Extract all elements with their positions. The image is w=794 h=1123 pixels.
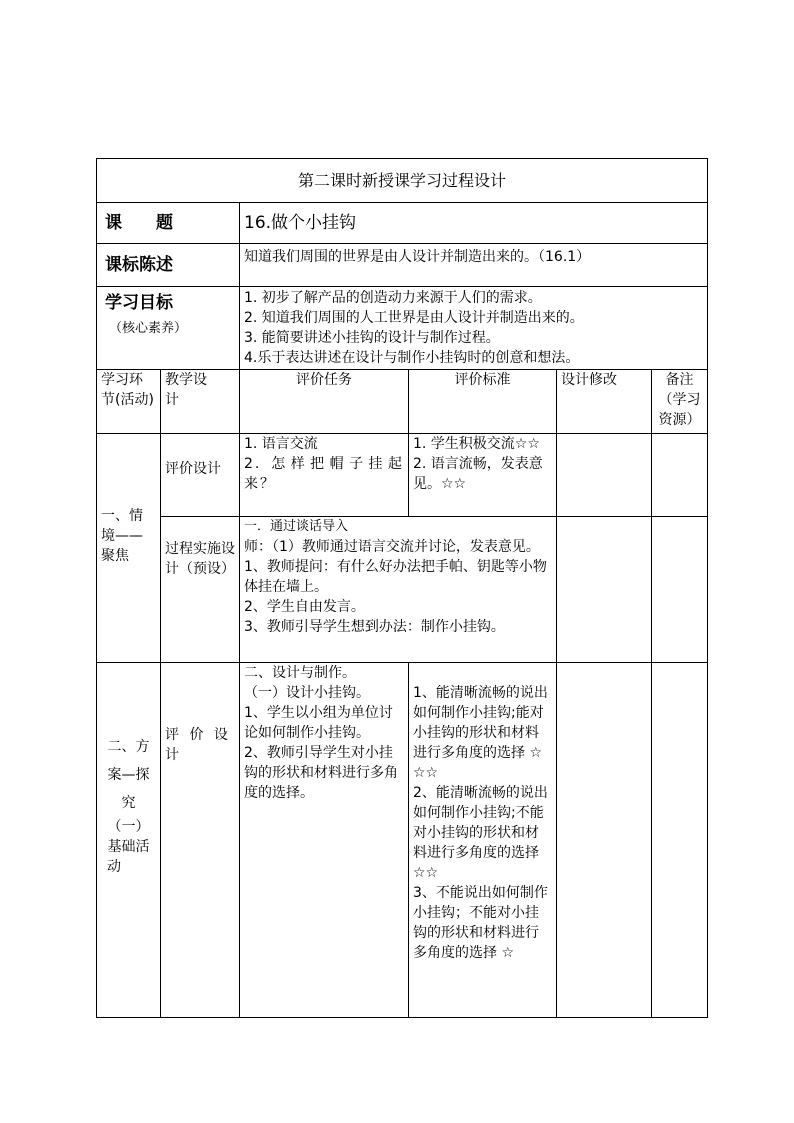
stage2-name-line: 二、方 — [107, 739, 150, 755]
stage1-process-note — [652, 517, 708, 663]
task-item: 1、学生以小组为单位讨论如何制作小挂钩。 — [244, 705, 393, 741]
header-note: 备注（学习资源） — [652, 370, 708, 434]
topic-value: 16.做个小挂钩 — [240, 203, 708, 244]
lesson-design-table — [96, 158, 708, 1018]
criteria-item: 1. 学生积极交流☆☆ — [413, 436, 540, 452]
stage1-eval-label-text: 评价设计 — [165, 461, 221, 477]
stage2-eval-label — [161, 663, 240, 1018]
objective-item: 3. 能简要讲述小挂钩的设计与制作过程。 — [244, 330, 500, 346]
criteria-item: 3、不能说出如何制作小挂钩；不能对小挂钩的形状和材料进行多角度的选择 ☆ — [413, 885, 548, 961]
lesson-page — [96, 158, 707, 1018]
task-item: （一）设计小挂钩。 — [244, 685, 370, 701]
objectives-label-cell — [97, 287, 240, 370]
process-item: 2、学生自由发言。 — [244, 599, 365, 615]
process-item: 1、教师提问：有什么好办法把手帕、钥匙等小物体挂在墙上。 — [244, 559, 547, 595]
criteria-item: 2、能清晰流畅的说出如何制作小挂钩;不能对小挂钩的形状和材料进行多角度的选择 ☆☆ — [413, 785, 548, 881]
stage1-revise — [557, 434, 652, 517]
objective-item: 2. 知道我们周围的人工世界是由人设计并制造出来的。 — [244, 310, 584, 326]
stage1-tasks — [240, 434, 409, 517]
stage2-note — [652, 663, 708, 1018]
task-item: 二、设计与制作。 — [244, 665, 356, 681]
stage2-name-line: （一） — [107, 819, 150, 835]
table-title: 第二课时新授课学习过程设计 — [97, 159, 708, 203]
standard-label: 课标陈述 — [97, 244, 240, 287]
header-task: 评价任务 — [240, 370, 409, 434]
stage2-name-line: 基础活 — [107, 839, 150, 855]
topic-label: 课 题 — [97, 203, 240, 244]
header-stage: 学习环节(活动) — [97, 370, 161, 434]
stage2-criteria — [409, 663, 557, 1018]
objectives-label: 学习目标 — [105, 293, 173, 313]
stage2-name — [101, 733, 156, 877]
task-item: 2. 怎样把帽子挂起来？ — [244, 456, 404, 492]
objective-item: 4.乐于表达讲述在设计与制作小挂钩时的创意和想法。 — [244, 350, 580, 366]
process-item: 一．通过谈话导入 — [244, 519, 349, 534]
objective-item: 1. 初步了解产品的创造动力来源于人们的需求。 — [244, 290, 542, 306]
standard-value: 知道我们周围的世界是由人设计并制造出来的。（16.1） — [240, 244, 708, 287]
objectives-list — [240, 287, 708, 370]
task-item: 1. 语言交流 — [244, 436, 318, 452]
stage1-note — [652, 434, 708, 517]
stage1-process-revise — [557, 517, 652, 663]
objectives-sublabel: （核心素养） — [109, 321, 188, 336]
criteria-item: 2. 语言流畅，发表意见。☆☆ — [413, 456, 543, 492]
stage2-name-cell — [97, 663, 161, 1018]
stage2-revise — [557, 663, 652, 1018]
stage2-name-line: 案—探 — [107, 767, 150, 783]
stage1-process-label: 过程实施设计（预设） — [161, 517, 240, 663]
header-revise: 设计修改 — [557, 370, 652, 434]
stage2-name-line: 究 — [121, 795, 136, 811]
stage2-eval-label-text: 评 价 设计 — [165, 727, 231, 763]
stage1-process — [240, 517, 557, 663]
stage1-name: 一、情境——聚焦 — [101, 508, 143, 564]
criteria-item: 1、能清晰流畅的说出如何制作小挂钩;能对小挂钩的形状和材料进行多角度的选择 ☆☆☆ — [413, 685, 548, 781]
stage1-eval-label — [161, 434, 240, 517]
header-criteria: 评价标准 — [409, 370, 557, 434]
process-item: 3、教师引导学生想到办法：制作小挂钩。 — [244, 619, 505, 635]
stage1-criteria — [409, 434, 557, 517]
stage2-name-line: 动 — [107, 859, 121, 875]
header-design: 教学设计 — [161, 370, 240, 434]
process-item: 师：（1）教师通过语言交流并讨论，发表意见。 — [244, 539, 540, 555]
stage1-name-cell — [97, 434, 161, 663]
task-item: 2、教师引导学生对小挂钩的形状和材料进行多角度的选择。 — [244, 745, 398, 801]
stage2-tasks — [240, 663, 409, 1018]
